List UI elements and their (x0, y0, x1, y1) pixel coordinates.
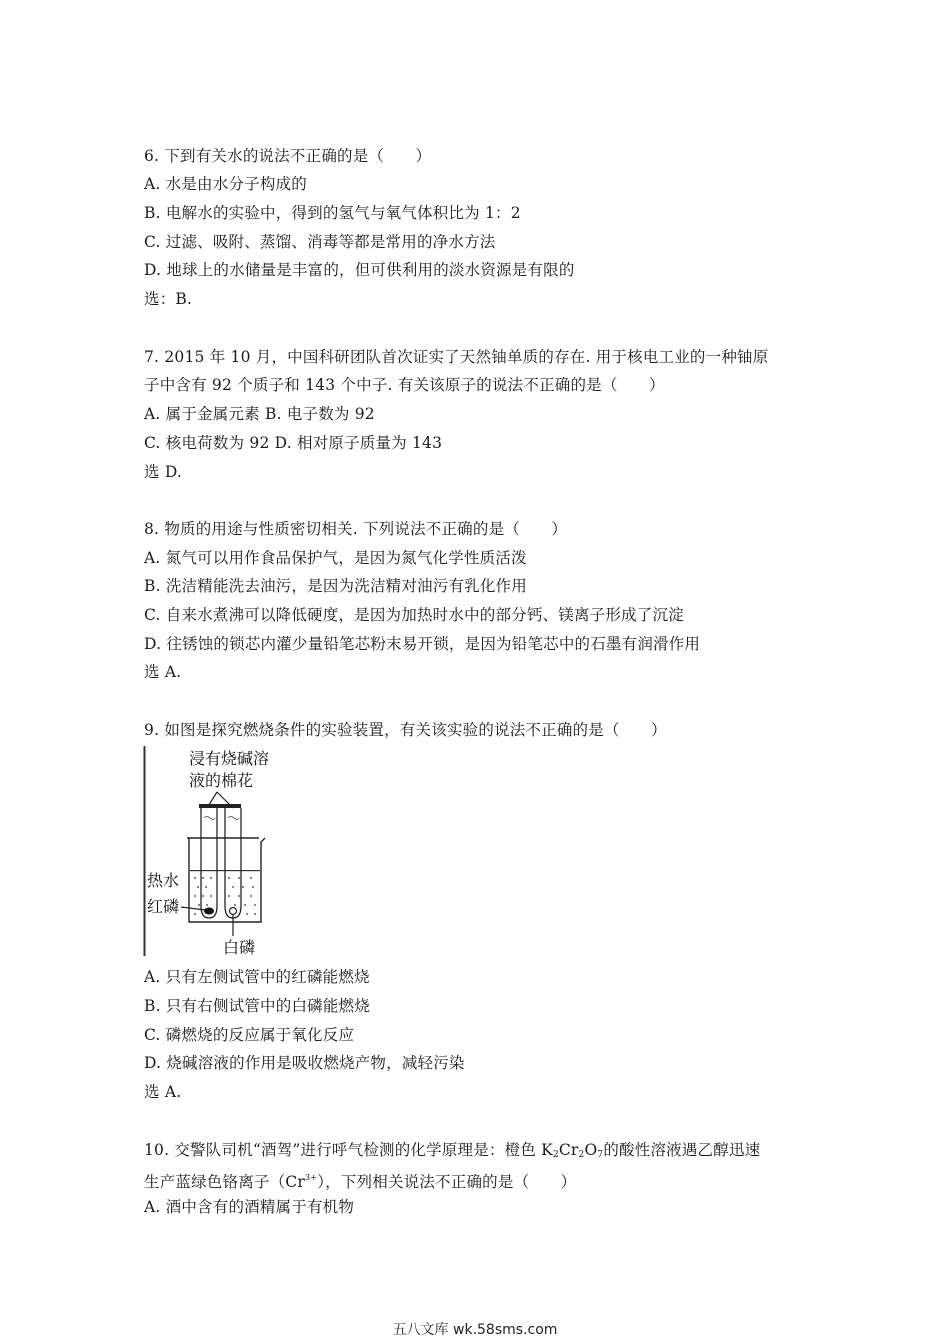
red-phosphorus-sample (204, 908, 214, 915)
k-subscript: 2 (552, 1150, 559, 1160)
q8-answer: 选 A. (144, 663, 182, 681)
cotton-wads (204, 817, 239, 820)
q10-stem1-prefix: 10. 交警队司机“酒驾”进行呼气检测的化学原理是：橙色 K (144, 1141, 553, 1159)
q10-option-a: A. 酒中含有的酒精属于有机物 (144, 1198, 355, 1216)
footer-watermark: 五八文库 wk.58sms.com (392, 1322, 558, 1338)
q7-options-cd: C. 核电荷数为 92 D. 相对原子质量为 143 (144, 434, 443, 452)
q6-answer: 选：B. (144, 290, 193, 308)
o-subscript: 7 (597, 1150, 604, 1160)
q7-options-ab: A. 属于金属元素 B. 电子数为 92 (144, 405, 375, 423)
label-hot-water: 热水 (147, 871, 180, 890)
q7-stem-line2: 子中含有 92 个质子和 143 个中子. 有关该原子的说法不正确的是（ ） (144, 376, 665, 394)
o-symbol: O (584, 1141, 598, 1159)
q8-option-d: D. 往锈蚀的锁芯内灌少量铅笔芯粉末易开锁，是因为铅笔芯中的石墨有润滑作用 (144, 635, 701, 653)
q6-option-a: A. 水是由水分子构成的 (144, 175, 307, 193)
q9-stem: 9. 如图是探究燃烧条件的实验装置，有关该实验的说法不正确的是（ ） (144, 721, 667, 739)
cr-charge-superscript: 3+ (304, 1173, 318, 1182)
test-tube-left (201, 808, 217, 918)
q9-option-c: C. 磷燃烧的反应属于氧化反应 (144, 1026, 355, 1044)
q6-stem: 6. 下到有关水的说法不正确的是（ ） (144, 147, 432, 165)
cr-symbol: Cr (558, 1141, 579, 1159)
q8-option-b: B. 洗洁精能洗去油污，是因为洗洁精对油污有乳化作用 (144, 577, 527, 595)
combustion-apparatus-figure (143, 746, 285, 958)
white-phosphorus-sample (230, 908, 237, 915)
q8-option-c: C. 自来水煮沸可以降低硬度，是因为加热时水中的部分钙、镁离子形成了沉淀 (144, 606, 684, 624)
q9-answer: 选 A. (144, 1083, 182, 1101)
q10-stem1-suffix: 的酸性溶液遇乙醇迅速 (603, 1141, 761, 1159)
q9-option-a: A. 只有左侧试管中的红磷能燃烧 (144, 968, 370, 986)
test-tube-right (225, 808, 241, 918)
q6-option-d: D. 地球上的水储量是丰富的，但可供利用的淡水资源是有限的 (144, 261, 575, 279)
q7-answer: 选 D. (144, 463, 183, 481)
q6-option-c: C. 过滤、吸附、蒸馏、消毒等都是常用的净水方法 (144, 233, 496, 251)
q6-option-b: B. 电解水的实验中，得到的氢气与氧气体积比为 1：2 (144, 204, 521, 222)
label-red-phosphorus: 红磷 (147, 897, 180, 916)
q10-stem2-prefix: 生产蓝绿色铬离子（Cr (144, 1173, 305, 1191)
q10-stem2-suffix: ），下列相关说法不正确的是（ ） (317, 1173, 577, 1191)
cr-subscript: 2 (578, 1150, 585, 1160)
q9-option-b: B. 只有右侧试管中的白磷能燃烧 (144, 997, 370, 1015)
q8-option-a: A. 氮气可以用作食品保护气，是因为氮气化学性质活泼 (144, 549, 527, 567)
label-cotton-line1: 浸有烧碱溶 (189, 749, 270, 768)
q7-stem-line1: 7. 2015 年 10 月，中国科研团队首次证实了天然铀单质的存在. 用于核电工业的一种铀原 (144, 348, 769, 366)
q8-stem: 8. 物质的用途与性质密切相关. 下列说法不正确的是（ ） (144, 520, 568, 538)
q10-stem-line1 (144, 1140, 760, 1165)
label-white-phosphorus: 白磷 (223, 938, 256, 957)
q10-stem-line2 (144, 1168, 576, 1192)
label-cotton-line2: 液的棉花 (189, 771, 254, 790)
cotton-plug (199, 804, 241, 808)
q9-option-d: D. 烧碱溶液的作用是吸收燃烧产物，减轻污染 (144, 1054, 465, 1072)
